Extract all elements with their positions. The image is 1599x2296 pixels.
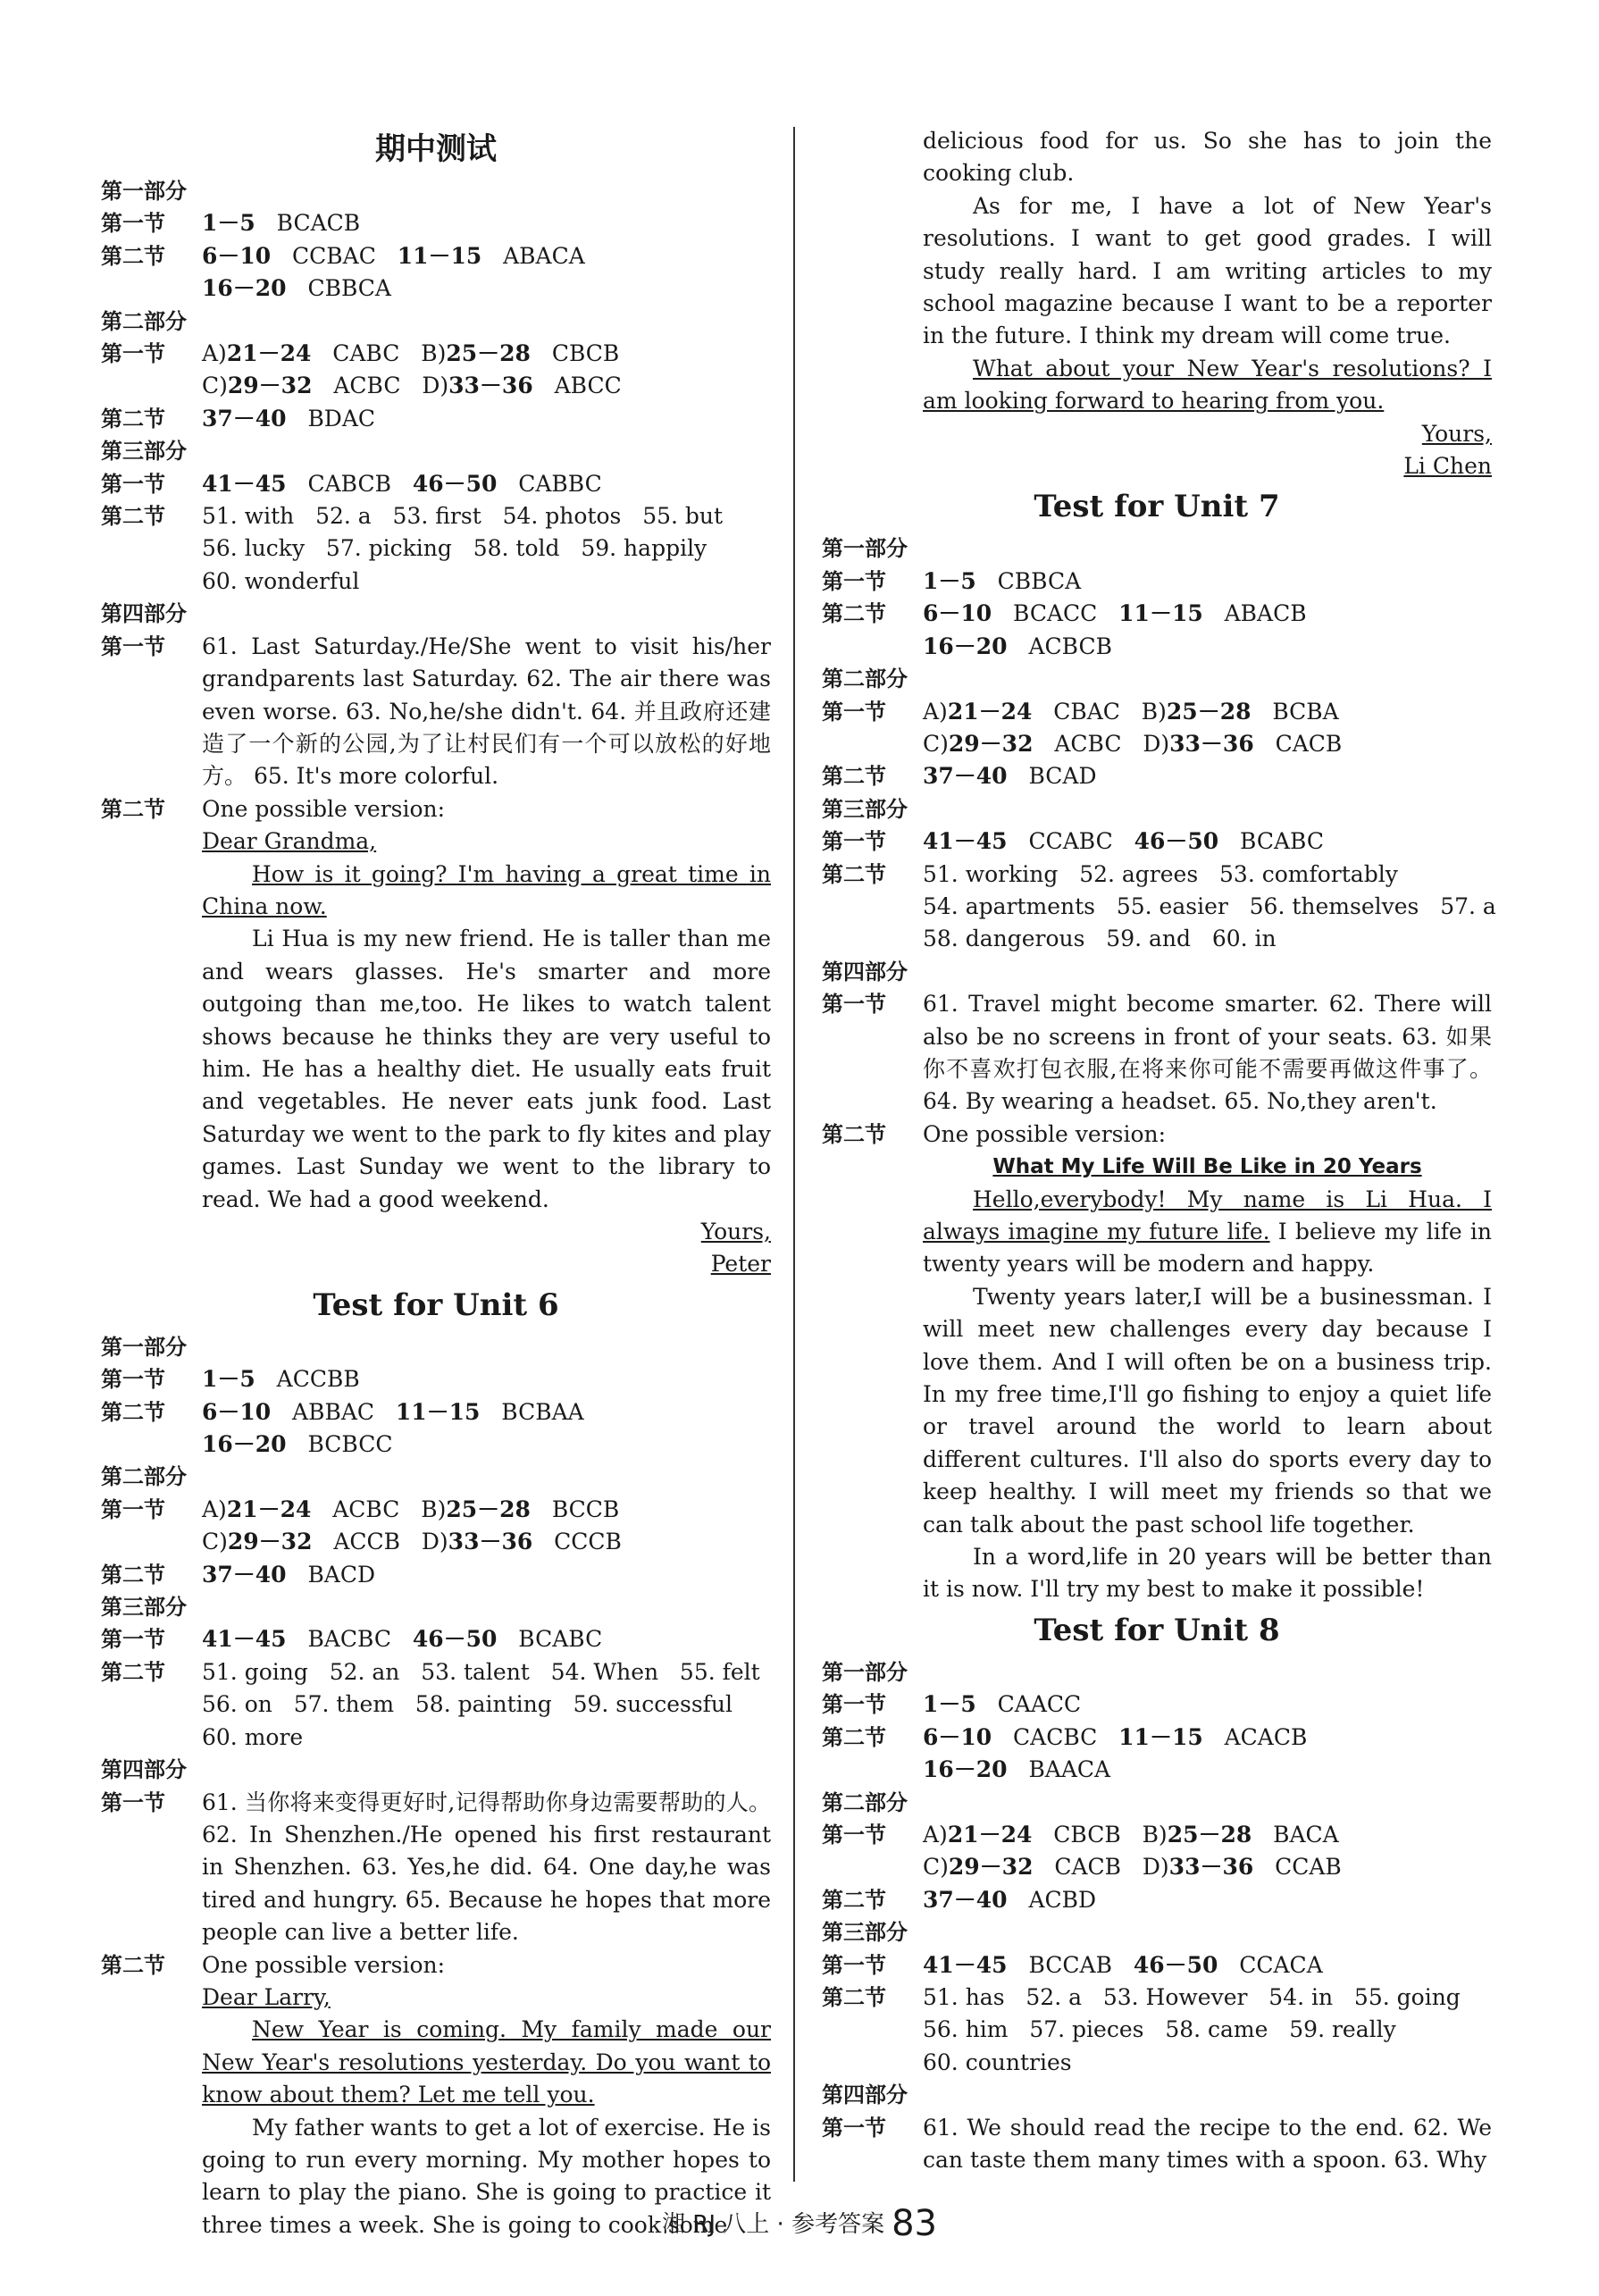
cloze-answers: 51. going 52. an 53. talent 54. When 55. felt [202,1658,760,1685]
section-title-unit8: Test for Unit 8 [1034,1612,1280,1648]
answers: ABACA [503,242,585,269]
range: 33－36 [1169,730,1254,757]
range: 6－10 [923,1723,992,1750]
range: 6－10 [923,600,992,627]
subsection-label: 第一节 [101,211,165,237]
letter-salutation: Dear Larry, [202,1983,331,2010]
cloze-answers: 51. working 52. agrees 53. comfortably [923,860,1398,887]
letter-body: My father wants to get a lot of exercise. He is going to run every morning. My mother hopes to learn to play the piano. She is going to practice it three times a week. She is going to cook some [202,2114,771,2238]
answers: CABBC [518,470,602,497]
range: 37－40 [923,1886,1008,1913]
passage-letter: D) [422,373,449,399]
letter-body: Li Hua is my new friend. He is taller than me and wears glasses. He's smarter and more outgoing than me,too. He likes to watch talent shows because he thinks they are very useful to him. He has a healthy diet. He usually eats fruit and vegetables. He never eats junk food. Last Saturday we went to the park to fly kites and play games. Last Sunday we went to the library to read. We had a good weekend. [202,926,771,1212]
cloze-answers: 56. on 57. them 58. painting 59. successful [202,1691,733,1718]
subsection-label: 第二节 [822,861,886,887]
letter-signature: Li Chen [1403,453,1492,480]
answers: CCABC [1028,828,1113,855]
range: 16－20 [923,1756,1008,1783]
range: 11－15 [1118,1723,1203,1750]
answers: BCBAA [501,1398,584,1425]
cloze-answers: 60. countries [923,2049,1072,2075]
cloze-answers: 51. has 52. a 53. However 54. in 55. going [923,1983,1461,2010]
subsection-label: 第一节 [101,633,165,659]
answers: CACBC [1013,1723,1098,1750]
essay-opening: Hello,everybody! My name is Li Hua. I always imagine my future life. [923,1186,1492,1244]
subsection-label: 第二节 [822,1121,886,1147]
subsection-label: 第二节 [822,1887,886,1913]
answers: ACBC [332,1496,400,1522]
part-heading: 第一部分 [101,179,187,204]
answers: BCAD [1028,763,1097,790]
answers: BACBC [307,1626,391,1653]
range: 41－45 [923,828,1008,855]
range: 33－36 [448,373,533,399]
answers: ACBCB [1028,633,1112,659]
answers: CBCB [551,340,620,367]
column-divider [793,127,795,2182]
answers: CABCB [307,470,391,497]
range: 16－20 [923,633,1008,659]
answers: ACBC [333,373,401,399]
subsection-label: 第一节 [101,1789,165,1815]
answers: BCBA [1272,698,1339,725]
subsection-label: 第二节 [101,504,165,530]
letter-closing: Yours, [1421,420,1492,447]
part-heading: 第四部分 [101,1757,187,1783]
right-column [822,125,1496,2176]
part-heading: 第四部分 [101,601,187,627]
answers: ACCB [333,1529,401,1555]
part-heading: 第二部分 [101,308,187,334]
range: 6－10 [202,1398,272,1425]
answers: BACA [1273,1821,1339,1848]
passage-letter: C) [923,730,949,757]
writing-intro: One possible version: [923,1120,1167,1147]
range: 21－24 [947,1821,1033,1848]
writing-intro: One possible version: [202,795,446,822]
answers: ACBD [1028,1886,1097,1913]
cloze-answers: 56. lucky 57. picking 58. told 59. happily [202,535,707,562]
writing-intro: One possible version: [202,1951,446,1978]
range: 46－50 [1134,828,1219,855]
passage-letter: B) [1141,698,1167,725]
reading-answers: 61. Travel might become smarter. 62. There will also be no screens in front of your seats. 63. 如果你不喜欢打包衣服,在将来你可能不需要再做这件事了。 64. By wearing a headset. 65. No,they aren't. [923,991,1492,1115]
answers: BCACB [276,210,361,237]
passage-letter: C) [923,1854,949,1881]
range: 6－10 [202,242,272,269]
range: 1－5 [202,210,255,237]
subsection-label: 第一节 [822,699,886,725]
answers: ACACB [1224,1723,1308,1750]
range: 33－36 [448,1529,533,1555]
passage-letter: D) [1142,1854,1169,1881]
range: 1－5 [202,1366,255,1393]
answers: BCCAB [1028,1951,1112,1978]
part-heading: 第一部分 [822,536,908,562]
answers: ABBAC [292,1398,375,1425]
cloze-answers: 56. him 57. pieces 58. came 59. really [923,2016,1396,2043]
subsection-label: 第一节 [822,829,886,855]
letter-salutation: Dear Grandma, [202,828,377,855]
answers: BCBCC [307,1431,393,1458]
range: 25－28 [446,1496,531,1522]
section-title-unit6: Test for Unit 6 [313,1286,559,1323]
subsection-label: 第二节 [822,1984,886,2010]
range: 37－40 [923,763,1008,790]
part-heading: 第二部分 [822,1789,908,1815]
range: 21－24 [226,340,312,367]
answers: BCCB [551,1496,620,1522]
subsection-label: 第一节 [822,2115,886,2141]
range: 21－24 [226,1496,312,1522]
answers: ABACB [1224,600,1307,627]
range: 37－40 [202,1561,287,1588]
part-heading: 第二部分 [101,1464,187,1490]
part-heading: 第四部分 [822,959,908,985]
letter-body-continued: delicious food for us. So she has to join the cooking club. [923,128,1492,187]
essay-opening-rest: I believe my life in twenty years will be modern and happy. [923,1219,1492,1278]
answers: CABC [332,340,400,367]
cloze-answers: 60. wonderful [202,567,360,594]
cloze-answers: 51. with 52. a 53. first 54. photos 55. but [202,503,724,530]
answers: CCAB [1275,1854,1342,1881]
part-heading: 第二部分 [822,666,908,692]
passage-letter: C) [202,1529,228,1555]
passage-letter: A) [202,340,227,367]
footer-text: 湘 RJ 八上 · 参考答案 [662,2211,885,2238]
range: 25－28 [1166,698,1252,725]
answers: BDAC [307,405,376,432]
subsection-label: 第一节 [101,1496,165,1522]
answers: BCACC [1013,600,1098,627]
section-title-midterm: 期中测试 [375,131,497,167]
part-heading: 第三部分 [822,1920,908,1946]
answers: CBBCA [997,567,1082,594]
part-heading: 第三部分 [101,439,187,465]
answers: BCABC [1240,828,1324,855]
letter-ending: What about your New Year's resolutions? I am looking forward to hearing from you. [923,355,1492,415]
part-heading: 第一部分 [822,1659,908,1685]
subsection-label: 第二节 [822,601,886,627]
passage-letter: B) [421,340,447,367]
answers: BAACA [1028,1756,1111,1783]
left-column [101,125,771,2242]
range: 41－45 [202,1626,287,1653]
subsection-label: 第一节 [822,992,886,1018]
range: 11－15 [1118,600,1203,627]
answers: ACBC [1054,730,1122,757]
subsection-label: 第二节 [101,406,165,432]
range: 1－5 [923,1691,976,1718]
subsection-label: 第二节 [822,1724,886,1750]
range: 16－20 [202,1431,287,1458]
letter-closing: Yours, [700,1219,771,1244]
passage-letter: A) [923,1821,948,1848]
cloze-answers: 60. more [202,1723,304,1750]
essay-conclusion: In a word,life in 20 years will be better than it is now. I'll try my best to make it possible! [923,1544,1492,1603]
range: 37－40 [202,405,287,432]
range: 25－28 [1167,1821,1252,1848]
answers: BACD [307,1561,376,1588]
answers: CBCB [1053,1821,1121,1848]
range: 29－32 [948,730,1034,757]
range: 11－15 [397,242,482,269]
answers: CACB [1054,1854,1122,1881]
answers: CAACC [997,1691,1082,1718]
range: 1－5 [923,567,976,594]
range: 46－50 [412,1626,498,1653]
part-heading: 第三部分 [101,1595,187,1621]
letter-opening: How is it going? I'm having a great time in China now. [202,860,771,919]
letter-signature: Peter [710,1251,771,1278]
answers: CCCB [554,1529,622,1555]
range: 46－50 [1133,1951,1218,1978]
subsection-label: 第二节 [101,796,165,822]
passage-letter: B) [1142,1821,1168,1848]
reading-answers: 61. Last Saturday./He/She went to visit his/her grandparents last Saturday. 62. The air there was even worse. 63. No,he/she didn't. 64. 并且政府还建造了一个新的公园,为了让村民们有一个可以放松的好地方。 65. It's more colorful. [202,633,771,790]
part-heading: 第一部分 [101,1334,187,1360]
subsection-label: 第二节 [101,1562,165,1588]
answers: CACB [1275,730,1343,757]
answers: ACCBB [276,1366,360,1393]
range: 21－24 [947,698,1033,725]
subsection-label: 第二节 [822,764,886,790]
answers: ABCC [554,373,622,399]
cloze-answers: 58. dangerous 59. and 60. in [923,926,1277,952]
passage-letter: A) [923,698,948,725]
range: 29－32 [948,1854,1034,1881]
subsection-label: 第二节 [101,1659,165,1685]
range: 11－15 [395,1398,481,1425]
range: 29－32 [227,1529,313,1555]
page-number: 83 [892,2203,937,2244]
subsection-label: 第二节 [101,1952,165,1978]
part-heading: 第四部分 [822,2082,908,2108]
letter-opening: New Year is coming. My family made our New Year's resolutions yesterday. Do you want to know about them? Let me tell you. [202,2016,771,2108]
passage-letter: A) [202,1496,227,1522]
answers: BCABC [518,1626,603,1653]
letter-body: As for me, I have a lot of New Year's resolutions. I want to get good grades. I will study really hard. I am writing articles to my school magazine because I want to be a reporter in the future. I think my dream will come true. [923,192,1492,349]
reading-answers: 61. We should read the recipe to the end. 62. We can taste them many times with a spoon. 63. Why [923,2114,1492,2173]
range: 33－36 [1168,1854,1254,1881]
subsection-label: 第二节 [101,243,165,269]
subsection-label: 第一节 [822,568,886,594]
essay-title: What My Life Will Be Like in 20 Years [992,1155,1422,1179]
passage-letter: D) [1143,730,1170,757]
answers: CBBCA [307,275,391,302]
range: 25－28 [446,340,531,367]
subsection-label: 第一节 [101,1367,165,1393]
essay-body: Twenty years later,I will be a businessman. I will meet new challenges every day because I love them. And I will often be on a business trip. In my free time,I'll go fishing to enjoy a quiet life or travel around the world to learn about different cultures. I'll also do sports every day to keep healthy. I will meet my friends so that we can talk about the past school life together. [923,1283,1492,1538]
subsection-label: 第一节 [822,1692,886,1718]
answers: CCBAC [292,242,376,269]
page-footer [0,2203,1599,2244]
cloze-answers: 54. apartments 55. easier 56. themselves 57. a [923,892,1496,919]
subsection-label: 第一节 [822,1822,886,1848]
passage-letter: D) [421,1529,448,1555]
reading-answers: 61. 当你将来变得更好时,记得帮助你身边需要帮助的人。 62. In Shenzhen./He opened his first restaurant in Shenzhen. 63. Yes,he did. 64. One day,he was tired and hungry. 65. Because he hopes that more people can live a better life. [202,1789,771,1946]
section-title-unit7: Test for Unit 7 [1034,489,1280,525]
range: 46－50 [412,470,498,497]
part-heading: 第三部分 [822,796,908,822]
range: 41－45 [923,1951,1008,1978]
answers: CCACA [1239,1951,1323,1978]
subsection-label: 第一节 [101,341,165,367]
subsection-label: 第一节 [101,1627,165,1653]
passage-letter: C) [202,373,228,399]
answers: CBAC [1053,698,1120,725]
subsection-label: 第一节 [822,1952,886,1978]
subsection-label: 第一节 [101,471,165,497]
range: 16－20 [202,275,287,302]
range: 41－45 [202,470,287,497]
subsection-label: 第二节 [101,1399,165,1425]
passage-letter: B) [421,1496,447,1522]
range: 29－32 [227,373,313,399]
